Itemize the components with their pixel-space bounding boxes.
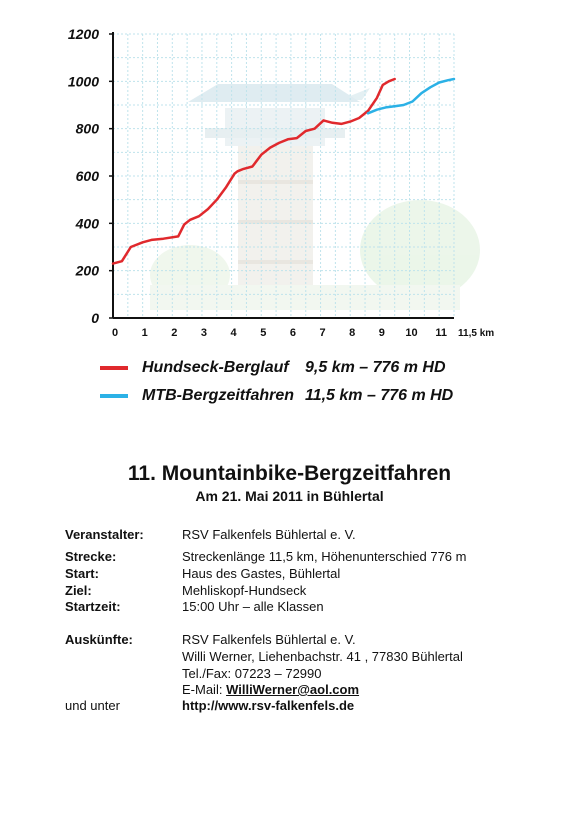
legend-info: 9,5 km – 776 m HD xyxy=(305,359,446,376)
lookout-tower-illustration xyxy=(150,84,480,310)
x-tick-label: 0 xyxy=(111,327,119,339)
event-date: Am 21. Mai 2011 in Bühlertal xyxy=(195,488,384,504)
x-tick-label: 4 xyxy=(230,327,237,339)
contact-phone: Tel./Fax: 07223 – 72990 xyxy=(182,666,322,681)
organizer-value: RSV Falkenfels Bühlertal e. V. xyxy=(182,527,356,542)
x-tick-label: 5 xyxy=(260,327,267,339)
email-label: E-Mail: xyxy=(182,682,223,697)
x-tick-label: 1 xyxy=(141,327,148,339)
y-tick-label: 1000 xyxy=(67,73,99,90)
route-value: Streckenlänge 11,5 km, Höhenunterschied 776 m xyxy=(182,549,467,564)
x-tick-label: 7 xyxy=(319,327,326,339)
y-tick-label: 600 xyxy=(75,168,99,184)
x-tick-label: 11,5 km xyxy=(458,328,495,339)
y-tick-label: 800 xyxy=(75,120,99,137)
contact-address: Willi Werner, Liehenbachstr. 41 , 77830 Bühlertal xyxy=(182,649,463,664)
route-label: Strecke: xyxy=(65,549,117,564)
legend-info: 11,5 km – 776 m HD xyxy=(305,387,454,404)
y-tick-label: 0 xyxy=(91,310,99,326)
series-line-mtb xyxy=(368,79,454,113)
x-tick-label: 6 xyxy=(289,327,296,339)
x-tick-label: 3 xyxy=(200,327,208,339)
also-at-label: und unter xyxy=(65,698,120,713)
legend-item-mtb xyxy=(100,383,453,409)
start-time-label: Startzeit: xyxy=(65,599,121,614)
legend-label: Hundseck-Berglauf xyxy=(142,359,289,376)
y-tick-label: 200 xyxy=(75,262,99,279)
x-tick-label: 8 xyxy=(349,327,356,339)
contact-email-row xyxy=(182,682,359,697)
start-label: Start: xyxy=(65,566,99,581)
legend-label: MTB-Bergzeitfahren xyxy=(142,387,295,404)
event-title: 11. Mountainbike-Bergzeitfahren xyxy=(127,462,452,485)
legend-item-hundseck xyxy=(100,355,446,381)
y-tick-label: 400 xyxy=(75,215,99,232)
legend-swatch-blue xyxy=(100,394,128,398)
x-tick-label: 2 xyxy=(171,327,178,339)
start-value: Haus des Gastes, Bühlertal xyxy=(182,566,341,581)
organizer-label: Veranstalter: xyxy=(65,527,144,542)
x-tick-label: 11 xyxy=(435,327,447,339)
elevation-chart xyxy=(0,0,579,345)
website-link[interactable]: http://www.rsv-falkenfels.de xyxy=(182,698,355,713)
info-contact-label: Auskünfte: xyxy=(65,632,133,647)
y-tick-label: 1200 xyxy=(67,26,99,42)
x-tick-label: 10 xyxy=(405,327,418,339)
x-tick-label: 9 xyxy=(378,327,385,339)
finish-value: Mehliskopf-Hundseck xyxy=(182,583,307,598)
start-time-value: 15:00 Uhr – alle Klassen xyxy=(182,599,324,614)
contact-club: RSV Falkenfels Bühlertal e. V. xyxy=(182,632,356,647)
finish-label: Ziel: xyxy=(65,583,92,598)
email-link[interactable]: WilliWerner@aol.com xyxy=(226,682,360,697)
legend-swatch-red xyxy=(100,366,128,370)
